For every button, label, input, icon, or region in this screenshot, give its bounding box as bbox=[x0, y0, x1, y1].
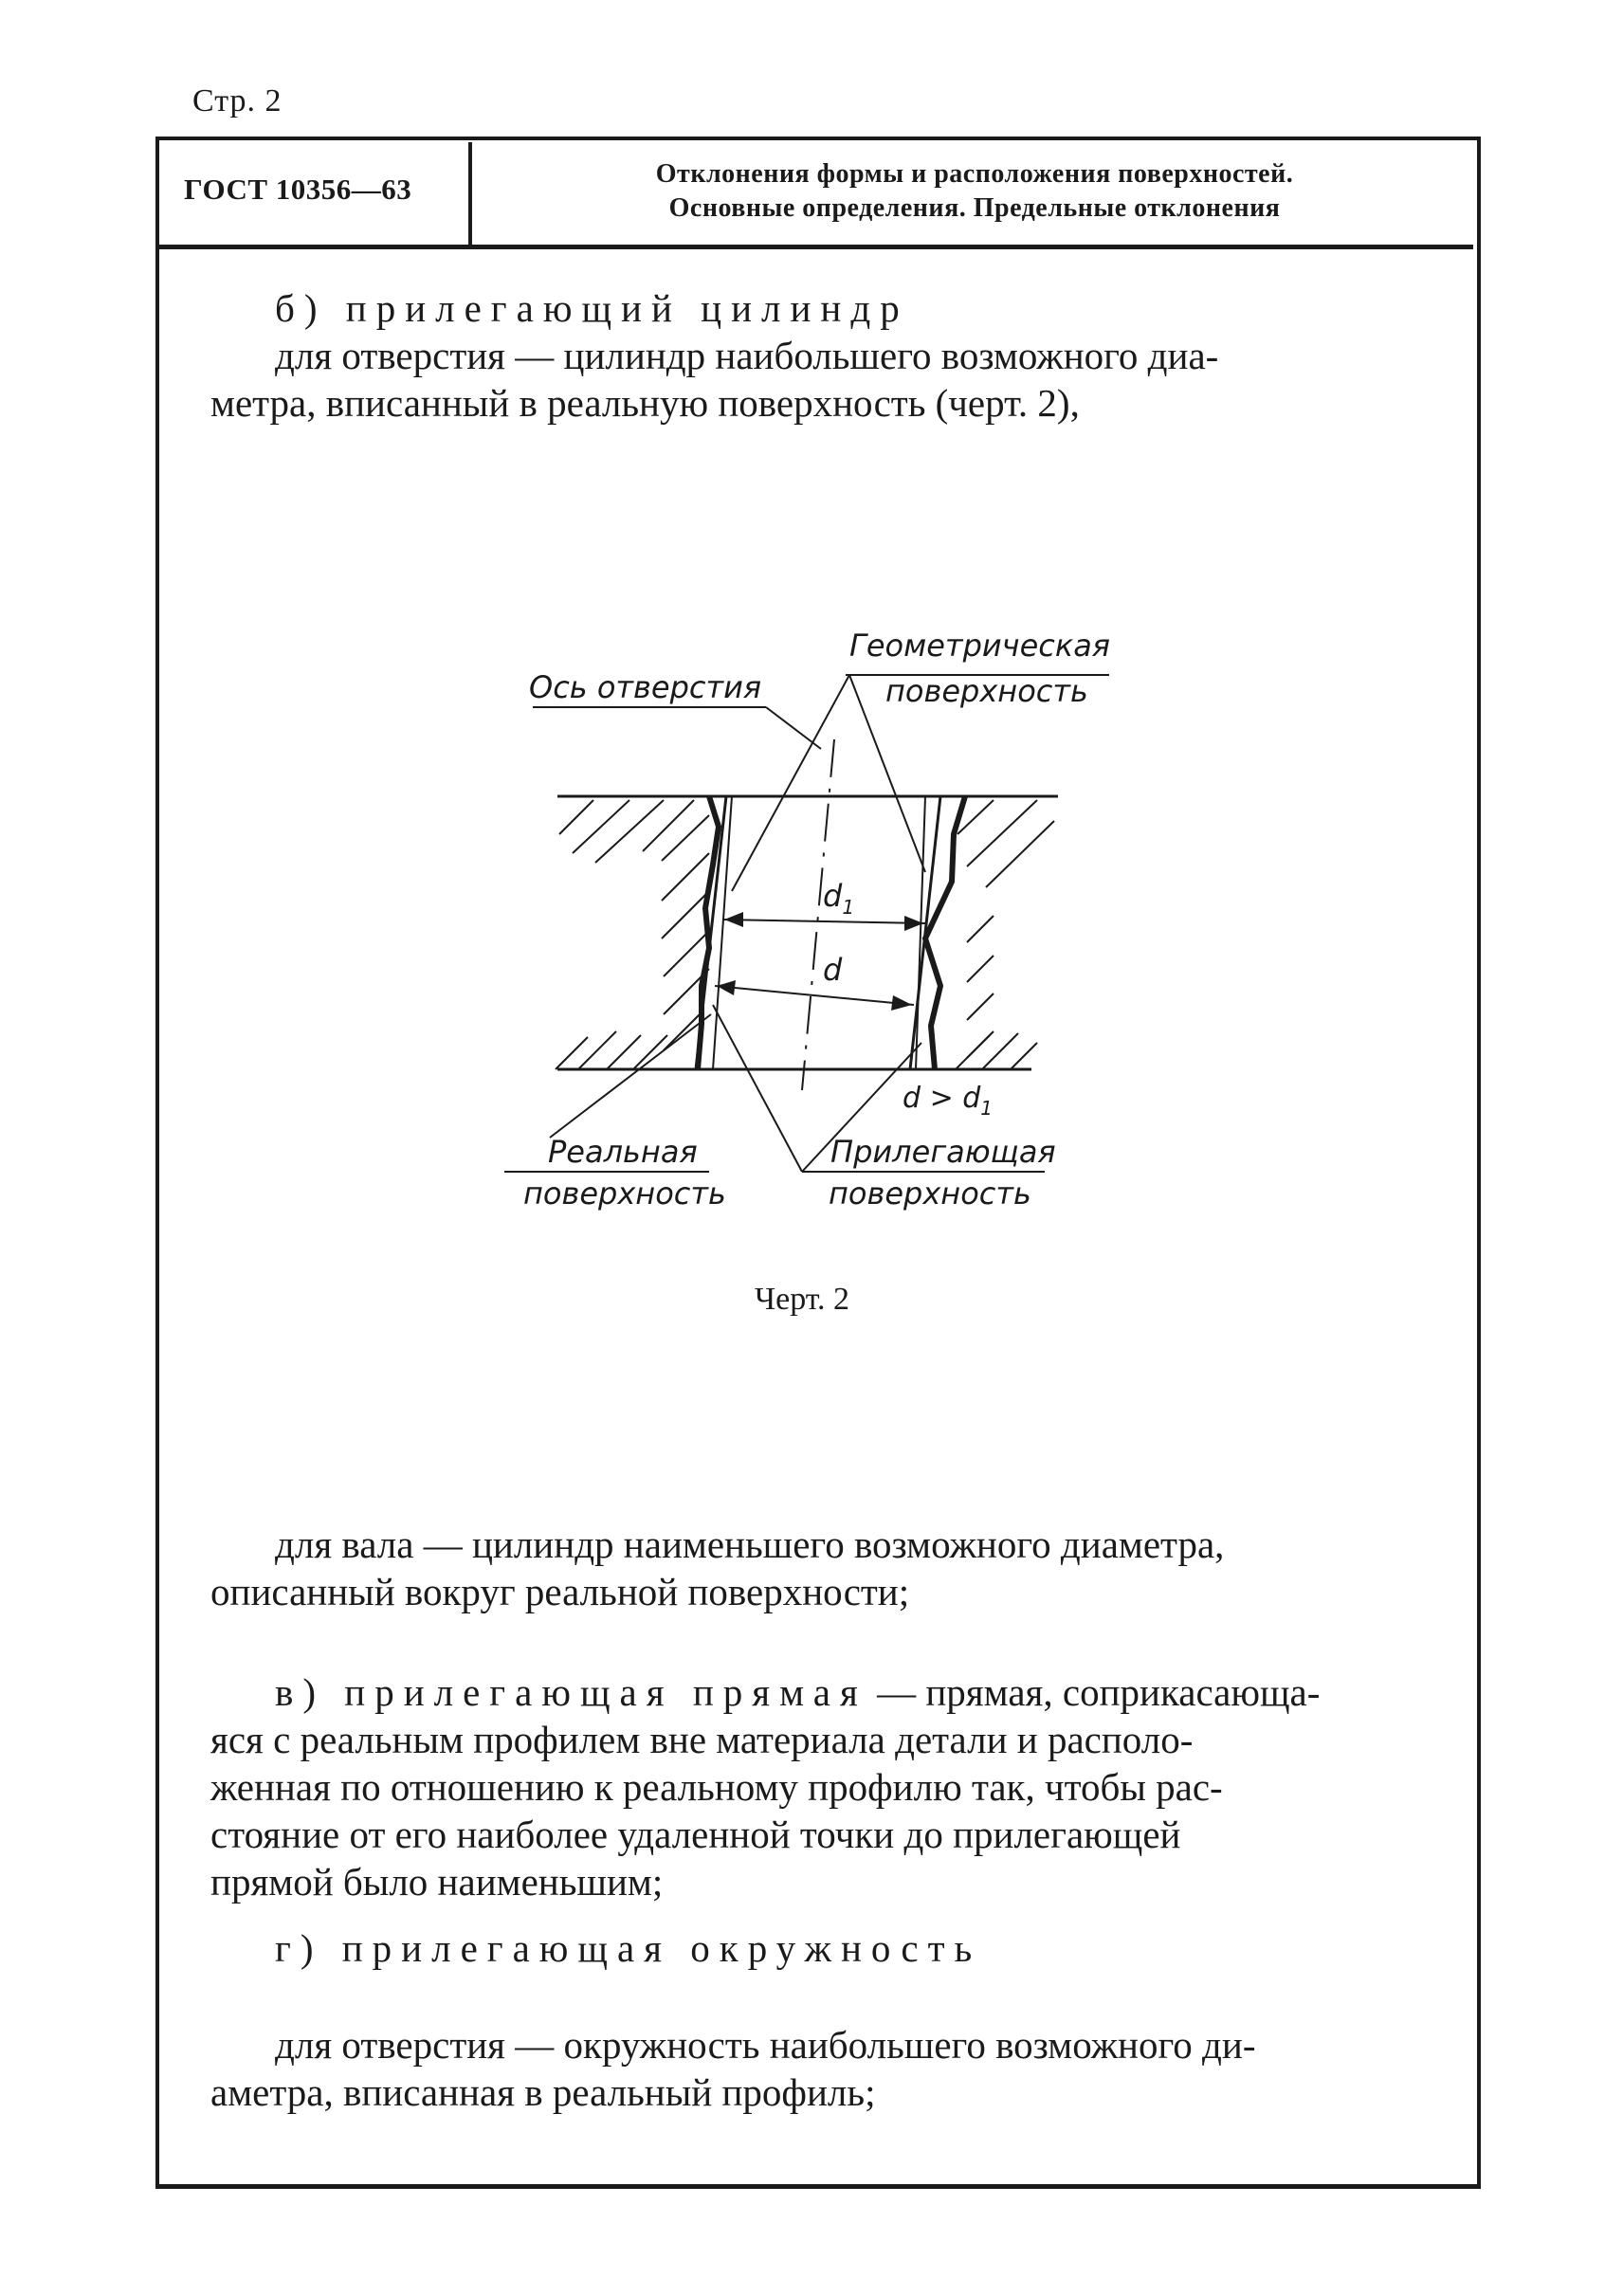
section-v-line-1-rest: — прямая, соприкасающа- bbox=[866, 1670, 1321, 1714]
left-wall-hatching bbox=[556, 800, 709, 1069]
adj-leader-left bbox=[713, 1005, 802, 1172]
section-v-heading: в) прилегающая прямая bbox=[275, 1670, 867, 1714]
section-g-line-1: для отверстия — окружность наибольшего возможного ди- bbox=[275, 2023, 1256, 2067]
adjacent-surface-right bbox=[910, 796, 940, 1069]
shaft-line-1: для вала — цилиндр наименьшего возможного диаметра, bbox=[275, 1522, 1225, 1566]
dim-label-d1 bbox=[823, 878, 854, 919]
section-b-line-2: метра, вписанный в реальную поверхность (черт. 2), bbox=[210, 381, 1080, 425]
relation-sub: 1 bbox=[980, 1097, 994, 1120]
shaft-line-2: описанный вокруг реальной поверхности; bbox=[210, 1570, 910, 1613]
section-b-heading: б) прилегающий цилиндр bbox=[275, 286, 909, 330]
standard-title-line-1: Отклонения формы и расположения поверхностей. bbox=[655, 159, 1294, 189]
hole-axis bbox=[802, 739, 834, 1090]
section-g-heading: г) прилегающая окружность bbox=[275, 1926, 982, 1970]
right-wall-hatching bbox=[956, 800, 1054, 1069]
label-real-line-1: Реальная bbox=[548, 1134, 698, 1170]
section-v bbox=[210, 1668, 1433, 1905]
section-g-body bbox=[210, 2021, 1433, 2116]
standard-title-line-2: Основные определения. Предельные отклонения bbox=[668, 193, 1281, 223]
label-geom-line-1: Геометрическая bbox=[849, 628, 1111, 664]
label-real-line-2: поверхность bbox=[523, 1175, 726, 1212]
real-leader bbox=[550, 1014, 711, 1138]
label-adj-line-2: поверхность bbox=[829, 1175, 1031, 1212]
shaft-paragraph bbox=[210, 1521, 1433, 1615]
dimension-d1-line bbox=[722, 920, 925, 923]
dim-label-d: d bbox=[823, 952, 843, 988]
label-axis: Ось отверстия bbox=[529, 669, 762, 705]
section-g bbox=[210, 1924, 1433, 1972]
dimension-d-line bbox=[715, 986, 914, 1005]
section-v-line-1 bbox=[210, 1668, 1433, 1716]
section-b-line-1: для отверстия — цилиндр наибольшего возможного диа- bbox=[275, 334, 1219, 377]
section-v-line-4: стояние от его наиболее удаленной точки до прилегающей bbox=[210, 1813, 1181, 1856]
dim-d1-letter: d bbox=[823, 878, 843, 914]
relation-d-gt-d1 bbox=[903, 1082, 993, 1120]
real-surface-right bbox=[925, 796, 965, 1069]
section-v-line-5: прямой было наименьшим; bbox=[210, 1860, 664, 1904]
section-g-line-2: аметра, вписанная в реальный профиль; bbox=[210, 2070, 876, 2114]
relation-main: d > d bbox=[903, 1082, 981, 1115]
section-v-line-3: женная по отношению к реальному профилю так, чтобы рас- bbox=[210, 1765, 1223, 1809]
figure-caption: Черт. 2 bbox=[755, 1282, 850, 1317]
standard-code: ГОСТ 10356—63 bbox=[184, 173, 412, 206]
section-v-line-2: яся с реальным профилем вне материала детали и располо- bbox=[210, 1718, 1194, 1761]
dim-d1-sub: 1 bbox=[842, 896, 855, 919]
label-adj-line-1: Прилегающая bbox=[830, 1134, 1056, 1170]
label-geom-line-2: поверхность bbox=[885, 673, 1088, 709]
page-number: Стр. 2 bbox=[192, 83, 283, 118]
